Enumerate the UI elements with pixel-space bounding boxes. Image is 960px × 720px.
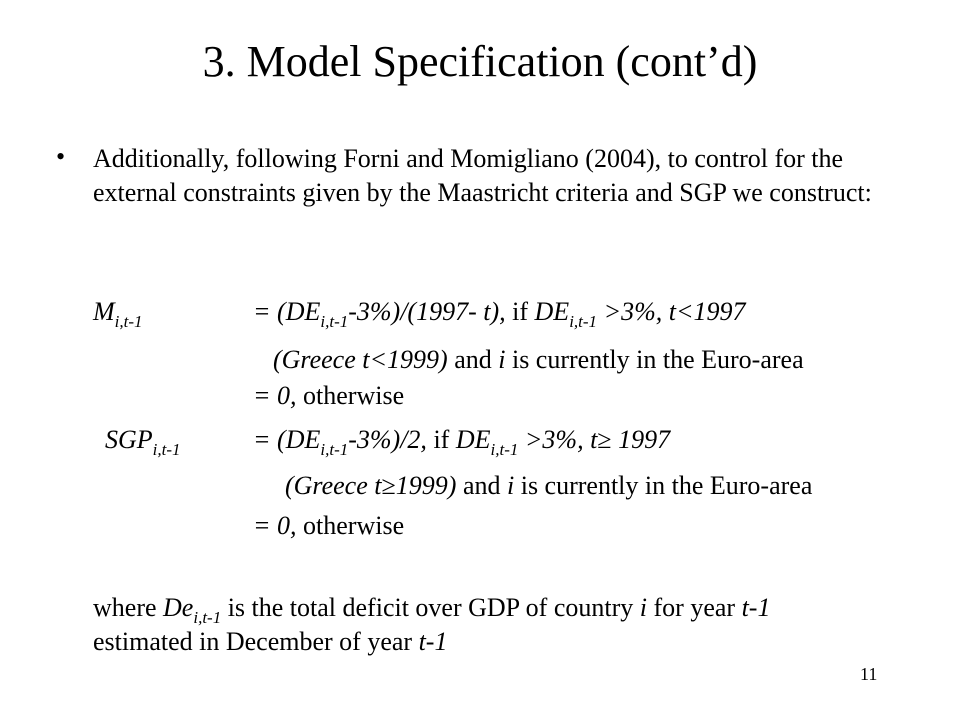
sgp-eq-if: if — [433, 425, 450, 454]
m-var: M — [93, 297, 115, 326]
m-var-subscript: i,t-1 — [114, 312, 143, 331]
bullet-marker: • — [56, 142, 66, 171]
sgp-eq-a: = (DE — [253, 425, 321, 454]
intro-paragraph: Additionally, following Forni and Momigliano (2004), to control for the external constraints given by the Maastricht criteria and SGP we construct: — [93, 144, 872, 207]
where-w2: is the total deficit over GDP of country — [227, 593, 634, 622]
sgp-var-subscript: i,t-1 — [152, 440, 181, 459]
m-eq1-if: if — [512, 297, 529, 326]
sgp-eq-c: >3%, t — [524, 425, 598, 454]
m-other-word: otherwise — [303, 381, 405, 410]
sgp-eq-year: 1997 — [618, 425, 671, 454]
where-t2: t-1 — [418, 627, 448, 656]
geq-symbol-cond: ≥ — [381, 471, 396, 500]
m-eq1-a: = (DE — [253, 297, 321, 326]
m-cond-c: is currently in the Euro-area — [511, 345, 804, 374]
sgp-other-word: otherwise — [303, 511, 405, 540]
where-i: i — [639, 593, 647, 622]
geq-symbol: ≥ — [597, 425, 612, 454]
where-w1: where — [93, 593, 157, 622]
sgp-cond-c: is currently in the Euro-area — [520, 471, 813, 500]
m-eq1-de: DE — [534, 297, 570, 326]
sgp-condition-line — [285, 470, 812, 501]
sgp-cond-b: and — [462, 471, 501, 500]
m-cond-a: (Greece t<1999) — [273, 345, 448, 374]
sgp-eq-b: -3%)/2, — [348, 425, 427, 454]
m-eq1-b: -3%)/(1997- t), — [348, 297, 506, 326]
m-condition-line — [273, 344, 804, 375]
where-t: t-1 — [741, 593, 771, 622]
m-eq1-c: >3%, t<1997 — [603, 297, 746, 326]
where-w3: for year — [653, 593, 736, 622]
where-line-1 — [93, 592, 770, 628]
where-line-2 — [93, 626, 447, 657]
sgp-cond-a2: 1999) — [395, 471, 457, 500]
m-cond-b: and — [454, 345, 492, 374]
m-other-eq: = 0, — [253, 381, 297, 410]
slide-number: 11 — [860, 664, 878, 684]
sgp-eq-subscript: i,t-1 — [320, 440, 349, 459]
sgp-eq-de: DE — [455, 425, 491, 454]
where-line2: estimated in December of year — [93, 627, 413, 656]
slide-title: 3. Model Specification (cont’d) — [202, 37, 758, 86]
where-de-subscript: i,t-1 — [193, 608, 222, 627]
m-otherwise-line — [253, 380, 404, 411]
sgp-eq-de-subscript: i,t-1 — [490, 440, 519, 459]
m-eq1-subscript: i,t-1 — [320, 312, 349, 331]
m-eq1-de-subscript: i,t-1 — [569, 312, 598, 331]
sgp-var: SGP — [105, 425, 153, 454]
sgp-otherwise-line — [253, 510, 404, 541]
sgp-other-eq: = 0, — [253, 511, 297, 540]
sgp-cond-a: (Greece t — [285, 471, 382, 500]
m-equation-line — [253, 296, 746, 332]
m-variable-label — [93, 296, 143, 332]
m-cond-i: i — [498, 345, 506, 374]
sgp-equation-line — [253, 424, 670, 460]
sgp-cond-i: i — [506, 471, 515, 500]
sgp-variable-label — [105, 424, 181, 460]
where-de: De — [163, 593, 194, 622]
